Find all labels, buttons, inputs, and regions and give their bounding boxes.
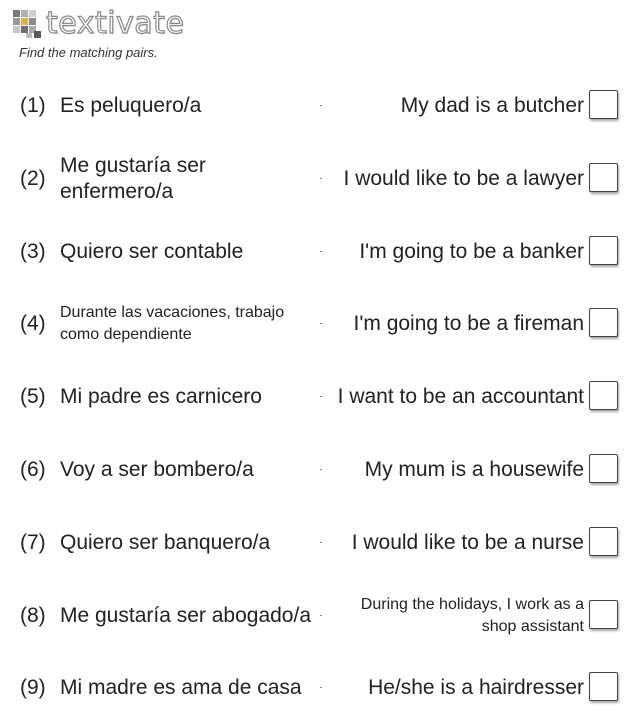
english-phrase	[330, 652, 584, 724]
pair-number: (5)	[20, 385, 46, 409]
spanish-phrase: Quiero ser banquero/a	[60, 530, 271, 554]
separator-dot	[320, 542, 322, 543]
english-phrase-text: I'm going to be a fireman	[353, 312, 584, 336]
separator-dot	[320, 105, 322, 106]
english-phrase	[330, 507, 584, 579]
header	[12, 6, 184, 42]
separator-dot	[320, 396, 322, 397]
spanish-phrase: Quiero ser contable	[60, 239, 244, 263]
answer-input-box[interactable]	[589, 90, 618, 119]
answer-input-box[interactable]	[589, 454, 618, 483]
pair-number: (2)	[20, 166, 46, 190]
logo-text: textivate	[46, 6, 185, 41]
english-phrase-text: He/she is a hairdresser	[368, 676, 584, 700]
pair-row	[0, 652, 639, 724]
spanish-phrase: Voy a ser bombero/a	[60, 458, 254, 481]
pair-row	[0, 361, 639, 433]
spanish-phrase: Mi madre es ama de casa	[60, 676, 302, 700]
textivate-grid-icon	[12, 9, 42, 39]
pair-row	[0, 143, 639, 215]
spanish-phrase: Durante las vacaciones, trabajo como dependiente	[60, 304, 285, 344]
pair-number: (4)	[20, 312, 46, 336]
answer-input-box[interactable]	[589, 381, 618, 410]
english-phrase-text: My mum is a housewife	[364, 458, 584, 481]
english-phrase	[330, 288, 584, 360]
english-phrase	[330, 143, 584, 215]
english-phrase-text: During the holidays, I work as a shop assistant	[360, 595, 584, 635]
english-phrase	[330, 361, 584, 433]
pair-row	[0, 216, 639, 288]
pair-number: (6)	[20, 458, 46, 481]
english-phrase	[330, 580, 584, 652]
answer-input-box[interactable]	[589, 236, 618, 265]
pair-row	[0, 507, 639, 579]
pair-number: (9)	[20, 676, 46, 700]
english-phrase	[330, 216, 584, 288]
english-phrase-text: I would like to be a lawyer	[343, 166, 584, 190]
separator-dot	[320, 251, 322, 252]
answer-input-box[interactable]	[589, 600, 618, 629]
english-phrase	[330, 434, 584, 506]
pair-number: (7)	[20, 530, 46, 554]
separator-dot	[320, 323, 322, 324]
pair-row	[0, 580, 639, 652]
answer-input-box[interactable]	[589, 163, 618, 192]
pair-number: (8)	[20, 603, 46, 627]
pair-number: (3)	[20, 239, 46, 263]
spanish-phrase: Me gustaría ser abogado/a	[60, 603, 311, 627]
answer-input-box[interactable]	[589, 527, 618, 556]
separator-dot	[320, 469, 322, 470]
instructions: Find the matching pairs.	[19, 45, 158, 60]
answer-input-box[interactable]	[589, 308, 618, 337]
answer-input-box[interactable]	[589, 672, 618, 701]
english-phrase-text: I would like to be a nurse	[351, 530, 584, 554]
separator-dot	[320, 615, 322, 616]
pair-row	[0, 288, 639, 360]
separator-dot	[320, 178, 322, 179]
spanish-phrase: Mi padre es carnicero	[60, 385, 262, 409]
english-phrase-text: My dad is a butcher	[400, 94, 584, 117]
english-phrase-text: I want to be an accountant	[337, 385, 584, 409]
pair-row	[0, 70, 639, 142]
english-phrase-text: I'm going to be a banker	[359, 239, 584, 263]
pair-row	[0, 434, 639, 506]
spanish-phrase: Me gustaría ser enfermero/a	[60, 153, 206, 203]
pair-number: (1)	[20, 94, 46, 117]
spanish-phrase: Es peluquero/a	[60, 94, 202, 117]
english-phrase	[330, 70, 584, 142]
separator-dot	[320, 687, 322, 688]
